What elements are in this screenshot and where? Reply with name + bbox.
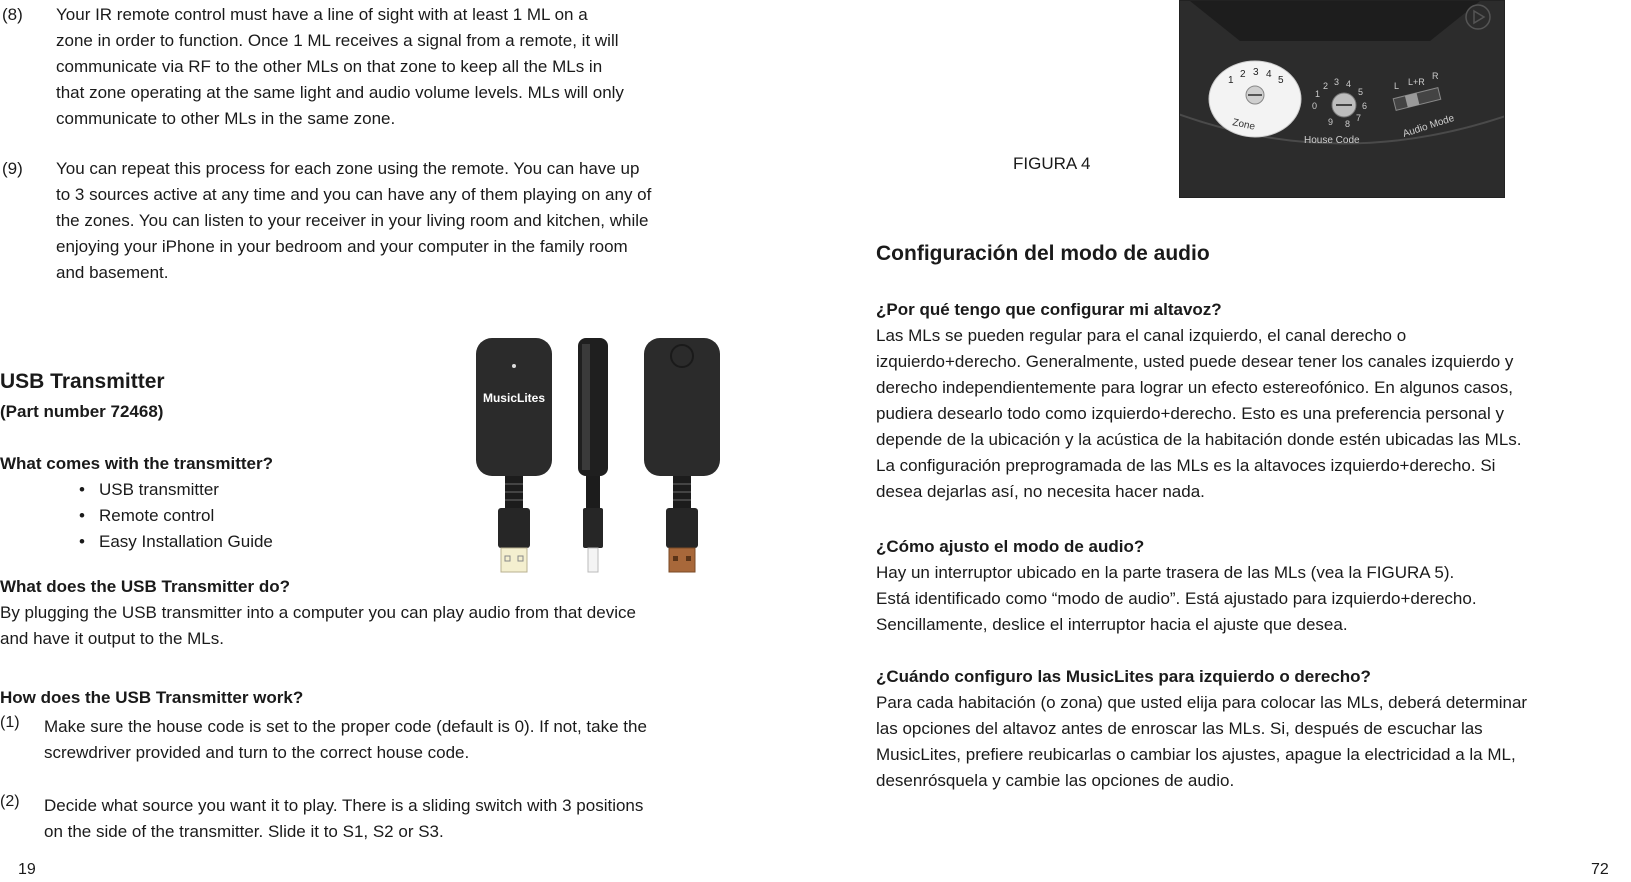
zone-digit: 3 bbox=[1253, 67, 1259, 78]
question-2-heading: ¿Cómo ajusto el modo de audio? bbox=[876, 537, 1145, 556]
figure-4-device-image bbox=[1179, 0, 1505, 198]
question-1-heading: ¿Por qué tengo que configurar mi altavoz? bbox=[876, 300, 1222, 319]
step-2-line: Decide what source you want it to play. There is a sliding switch with 3 positions bbox=[44, 796, 644, 815]
usb-plug-housing bbox=[498, 508, 530, 548]
question-3-text bbox=[876, 690, 1628, 794]
side-switch-rail bbox=[582, 344, 590, 470]
zone-digit: 5 bbox=[1278, 75, 1284, 86]
step-2-text bbox=[44, 793, 764, 845]
list-item bbox=[75, 529, 273, 555]
comes-with-heading: What comes with the transmitter? bbox=[0, 454, 273, 473]
q1-line: desea dejarlas así, no necesita hacer nada. bbox=[876, 482, 1205, 501]
led-indicator bbox=[512, 364, 516, 368]
zone-digit: 1 bbox=[1228, 75, 1234, 86]
list-item-label: Easy Installation Guide bbox=[99, 532, 273, 551]
cable-strain-relief bbox=[586, 476, 600, 508]
q3-line: MusicLites, prefiere reubicarlas o cambiar los ajustes, apague la electricidad a la ML, bbox=[876, 745, 1516, 764]
house-digit: 4 bbox=[1346, 79, 1352, 89]
house-digit: 7 bbox=[1356, 113, 1362, 123]
house-digit: 2 bbox=[1323, 81, 1329, 91]
usb-plug-housing bbox=[666, 508, 698, 548]
audio-position: R bbox=[1432, 71, 1439, 81]
item-9-line: You can repeat this process for each zone using the remote. You can have up bbox=[56, 159, 640, 178]
device-controls-illustration bbox=[1180, 1, 1504, 197]
transmitter-back-body bbox=[644, 338, 720, 476]
device-top-dome bbox=[1190, 1, 1480, 41]
bullet: • bbox=[79, 480, 85, 499]
does-line: and have it output to the MLs. bbox=[0, 629, 224, 648]
list-item bbox=[75, 477, 273, 503]
does-line: By plugging the USB transmitter into a computer you can play audio from that device bbox=[0, 603, 636, 622]
house-digit: 0 bbox=[1312, 101, 1318, 111]
item-9-number: (9) bbox=[2, 159, 23, 178]
item-8-line: zone in order to function. Once 1 ML receives a signal from a remote, it will bbox=[56, 31, 619, 50]
does-text bbox=[0, 600, 760, 652]
house-digit: 1 bbox=[1315, 89, 1321, 99]
item-8-line: communicate to other MLs in the same zone. bbox=[56, 109, 396, 128]
usb-connector-copper bbox=[669, 548, 695, 572]
house-digit: 8 bbox=[1345, 119, 1351, 129]
house-digit: 5 bbox=[1358, 87, 1364, 97]
q1-line: Las MLs se pueden regular para el canal izquierdo, el canal derecho o bbox=[876, 326, 1407, 345]
list-item-label: USB transmitter bbox=[99, 480, 219, 499]
transmitter-front-body bbox=[476, 338, 552, 476]
zone-label: Zone bbox=[1231, 117, 1256, 133]
usb-transmitter-illustration bbox=[458, 330, 758, 580]
q2-line: Hay un interruptor ubicado en la parte trasera de las MLs (vea la FIGURA 5). bbox=[876, 563, 1455, 582]
list-item-label: Remote control bbox=[99, 506, 215, 525]
house-code-label: House Code bbox=[1304, 135, 1360, 146]
item-8-line: that zone operating at the same light and audio volume levels. MLs will only bbox=[56, 83, 624, 102]
audio-position: L+R bbox=[1408, 77, 1425, 87]
page-number-left: 19 bbox=[18, 861, 36, 878]
house-digit: 6 bbox=[1362, 101, 1368, 111]
bullet: • bbox=[79, 532, 85, 551]
zone-digit: 2 bbox=[1240, 69, 1246, 80]
item-9-line: to 3 sources active at any time and you can have any of them playing on any of bbox=[56, 185, 652, 204]
page-number-right: 72 bbox=[1591, 861, 1609, 878]
item-8-text bbox=[56, 2, 756, 132]
step-1-line: screwdriver provided and turn to the correct house code. bbox=[44, 743, 470, 762]
item-9-text bbox=[56, 156, 766, 286]
item-8-line: communicate via RF to the other MLs on that zone to keep all the MLs in bbox=[56, 57, 603, 76]
q2-line: Está identificado como “modo de audio”. Está ajustado para izquierdo+derecho. bbox=[876, 589, 1477, 608]
item-9-line: and basement. bbox=[56, 263, 169, 282]
step-2-number: (2) bbox=[0, 793, 20, 810]
usb-plug-housing bbox=[583, 508, 603, 548]
figure-label: FIGURA 4 bbox=[1013, 154, 1091, 173]
zone-digit: 4 bbox=[1266, 69, 1272, 80]
item-9-line: the zones. You can listen to your receiver in your living room and kitchen, while bbox=[56, 211, 649, 230]
usb-connector-side bbox=[588, 548, 598, 572]
usb-contact bbox=[686, 556, 691, 561]
q1-line: izquierdo+derecho. Generalmente, usted puede desear tener los canales izquierdo y bbox=[876, 352, 1514, 371]
usb-transmitter-photo bbox=[458, 330, 758, 580]
audio-position: L bbox=[1394, 81, 1400, 91]
item-8-line: Your IR remote control must have a line of sight with at least 1 ML on a bbox=[56, 5, 588, 24]
usb-contact bbox=[673, 556, 678, 561]
part-number: (Part number 72468) bbox=[0, 402, 164, 421]
step-1-number: (1) bbox=[0, 714, 20, 731]
step-1-line: Make sure the house code is set to the proper code (default is 0). If not, take the bbox=[44, 717, 647, 736]
musiclites-logo: MusicLites bbox=[482, 391, 546, 405]
q1-line: La configuración preprogramada de las MLs es la altavoces izquierdo+derecho. Si bbox=[876, 456, 1496, 475]
q1-line: depende de la ubicación y la acústica de la habitación donde estén ubicadas las MLs. bbox=[876, 430, 1522, 449]
item-8-number: (8) bbox=[2, 5, 23, 24]
does-heading: What does the USB Transmitter do? bbox=[0, 577, 290, 596]
how-heading: How does the USB Transmitter work? bbox=[0, 688, 304, 707]
comes-with-list bbox=[75, 477, 273, 555]
house-digit: 9 bbox=[1328, 117, 1334, 127]
question-2-text bbox=[876, 560, 1628, 638]
q3-line: desenrósquela y cambie las opciones de audio. bbox=[876, 771, 1235, 790]
audio-mode-title: Configuración del modo de audio bbox=[876, 242, 1210, 265]
house-digit: 3 bbox=[1334, 77, 1340, 87]
q3-line: las opciones del altavoz antes de enroscar las MLs. Si, después de escuchar las bbox=[876, 719, 1483, 738]
q2-line: Sencillamente, deslice el interruptor hacia el ajuste que desea. bbox=[876, 615, 1348, 634]
q1-line: derecho independientemente para lograr un efecto estereofónico. En algunos casos, bbox=[876, 378, 1513, 397]
q1-line: pudiera desearlo todo como izquierdo+derecho. Esto es una preferencia personal y bbox=[876, 404, 1504, 423]
list-item bbox=[75, 503, 273, 529]
q3-line: Para cada habitación (o zona) que usted elija para colocar las MLs, deberá determinar bbox=[876, 693, 1528, 712]
step-1-text bbox=[44, 714, 764, 766]
question-3-heading: ¿Cuándo configuro las MusicLites para izquierdo o derecho? bbox=[876, 667, 1371, 686]
question-1-text bbox=[876, 323, 1628, 505]
bullet: • bbox=[79, 506, 85, 525]
audio-mode-label: Audio Mode bbox=[1401, 112, 1456, 140]
item-9-line: enjoying your iPhone in your bedroom and your computer in the family room bbox=[56, 237, 628, 256]
usb-transmitter-title: USB Transmitter bbox=[0, 370, 165, 393]
step-2-line: on the side of the transmitter. Slide it to S1, S2 or S3. bbox=[44, 822, 444, 841]
